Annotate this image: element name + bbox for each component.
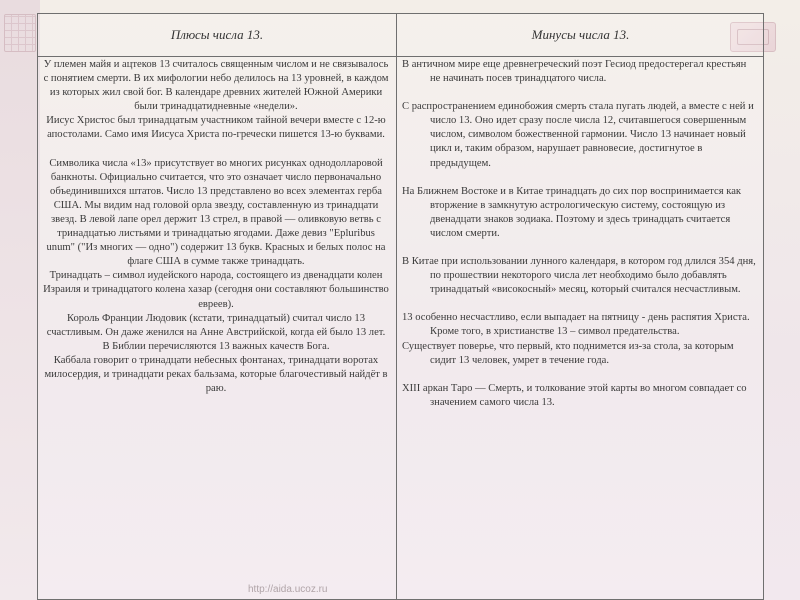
plus-paragraph: Символика числа «13» присутствует во многих рисунках однодолларовой банкноты. Официально считается, что это означает число первоначально объединившихся штатов. Число 13 представлено во всех элементах герба США. Мы видим над головой орла звезду, составленную из тринадцати звезд. В левой лапе орел держит 13 стрел, в правой — оливковую ветвь с тринадцатью листьями и тринадцатью ягодами. Даже девиз "Epluribus unum" ("Из многих — одно") содержит 13 букв. Красных и белых полос на флаге США в сумме также тринадцать. xyxy=(46,157,386,268)
comparison-table xyxy=(37,13,764,600)
minus-paragraph: С распространением единобожия смерть стала пугать людей, а вместе с ней и число 13. Оно идет сразу после числа 12, считавшегося совершенным числом, символом божественной гармонии. Число 13 начинает новый цикл и, таким образом, нарушает равновесие, достигнутое в предыдущем. xyxy=(402,101,754,169)
minus-paragraph: XIII аркан Таро — Смерть, и толкование этой карты во многом совпадает со значением самого числа 13. xyxy=(402,382,747,408)
column-divider xyxy=(396,14,397,599)
plus-paragraph: У племен майя и ацтеков 13 считалось священным числом и не связывалось с понятием смерти. В их мифологии небо делилось на 13 уровней, в каждом из которых жил свой бог. В календаре древних жителей Южной Америки были тринадцатидневные «недели». xyxy=(43,59,389,113)
plus-paragraph: Каббала говорит о тринадцати небесных фонтанах, тринадцати воротах милосердия, и тринадцати реках бальзама, которые благочестивый найдёт в раю. xyxy=(44,354,388,395)
minus-paragraph: Существует поверье, что первый, кто поднимется из-за стола, за которым сидит 13 человек, умрет в течение года. xyxy=(402,340,734,366)
pluses-cell xyxy=(42,58,390,396)
plus-paragraph: В Библии перечисляются 13 важных качеств Бога. xyxy=(102,340,330,352)
decorative-left-strip xyxy=(0,0,40,600)
minus-paragraph: 13 особенно несчастливо, если выпадает на пятницу - день распятия Христа. Кроме того, в христианстве 13 – символ предательства. xyxy=(402,312,750,338)
source-url[interactable]: http://aida.ucoz.ru xyxy=(248,584,328,595)
calculator-icon xyxy=(4,14,36,52)
minus-paragraph: На Ближнем Востоке и в Китае тринадцать до сих пор воспринимается как вторжение в замкнутую астрологическую систему, состоящую из двенадцати знаков зодиака. Поэтому и здесь тринадцать считается числом смерти. xyxy=(402,185,742,239)
minus-paragraph: В Китае при использовании лунного календаря, в котором год длился 354 дня, по прошествии некоторого числа лет необходимо было добавлять тринадцатый «високосный» месяц, который считался несчастливым. xyxy=(402,256,756,296)
plus-paragraph: Тринадцать – символ иудейского народа, состоящего из двенадцати колен Израиля и тринадцатого колена хазар (сегодня они составляют большинство евреев). xyxy=(43,270,389,310)
plus-paragraph: Король Франции Людовик (кстати, тринадцатый) считал число 13 счастливым. Он даже женился на Анне Австрийской, когда ей было 13 лет. xyxy=(46,312,386,338)
header-minuses: Минусы числа 13. xyxy=(531,27,630,42)
header-divider xyxy=(38,56,763,57)
header-pluses: Плюсы числа 13. xyxy=(170,27,264,42)
minuses-cell xyxy=(402,58,757,410)
plus-paragraph: Иисус Христос был тринадцатым участником тайной вечери вместе с 12-ю апостолами. Само имя Иисуса Христа по-гречески пишется 13-ю буквами. xyxy=(46,115,386,141)
minus-paragraph: В античном мире еще древнегреческий поэт Гесиод предостерегал крестьян не начинать посев тринадцатого числа. xyxy=(402,59,747,85)
